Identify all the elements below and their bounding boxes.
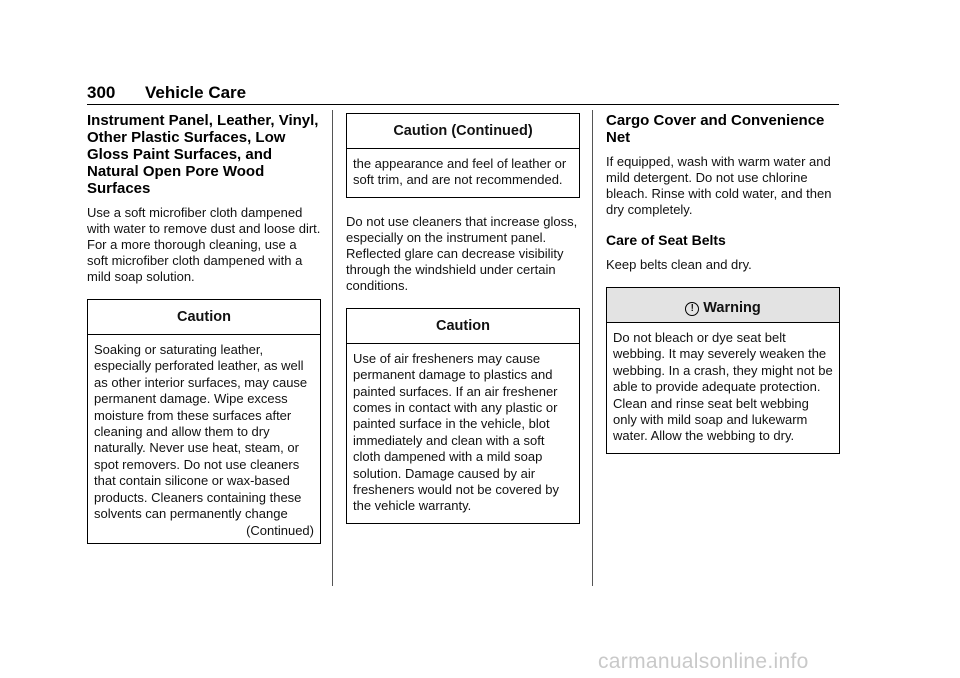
caution-text: Soaking or saturating leather, especially perforated leather, as well as other interior surfaces, may cause permanent damage. Wipe excess moisture from these surfaces after cleaning and allow them to dry naturally. Never use heat, steam, or spot removers. Do not use cleaners that contain silicone or wax-based products. Cleaners containing these solvents can permanently change <box>94 342 308 522</box>
cargo-cover-paragraph: If equipped, wash with warm water and mild detergent. Do not use chlorine bleach. Rinse with cold water, and then dry completely. <box>606 154 832 217</box>
gloss-cleaner-paragraph: Do not use cleaners that increase gloss, especially on the instrument panel. Reflected glare can decrease visibility through the windshield under certain conditions. <box>346 213 578 293</box>
caution-box-leather <box>87 299 321 544</box>
column-3 <box>606 112 840 470</box>
column-divider-1 <box>332 110 333 586</box>
column-2 <box>346 113 580 540</box>
warning-text: Do not bleach or dye seat belt webbing. It may severely weaken the webbing. In a crash, they might not be able to provide adequate protection. Clean and rinse seat belt webbing only with mild soap and lukewarm water. Allow the webbing to dry. <box>613 330 833 444</box>
warning-title: Warning <box>703 300 761 316</box>
caution-continued-box <box>346 113 580 198</box>
caution-continued-title: Caution (Continued) <box>347 114 579 149</box>
caution-continued-text: the appearance and feel of leather or soft trim, and are not recommended. <box>353 156 567 188</box>
section-heading-instrument-panel: Instrument Panel, Leather, Vinyl, Other Plastic Surfaces, Low Gloss Paint Surfaces, and Natural Open Pore Wood Surfaces <box>87 112 319 197</box>
watermark: carmanualsonline.info <box>598 650 809 673</box>
instrument-panel-paragraph: Use a soft microfiber cloth dampened with water to remove dust and loose dirt. For a more thorough cleaning, use a soft microfiber cloth dampened with a mild soap solution. <box>87 205 321 284</box>
caution-body <box>88 335 320 543</box>
section-title: Vehicle Care <box>145 83 247 102</box>
seat-belts-paragraph: Keep belts clean and dry. <box>606 257 752 272</box>
continued-label: (Continued) <box>246 523 314 539</box>
header-rule <box>87 104 839 105</box>
caution-box-air-fresheners <box>346 308 580 524</box>
column-1 <box>87 112 321 560</box>
section-heading-cargo-cover: Cargo Cover and Convenience Net <box>606 112 825 146</box>
section-heading-seat-belts: Care of Seat Belts <box>606 232 726 248</box>
column-divider-2 <box>592 110 593 586</box>
caution-title-2: Caution <box>347 309 579 344</box>
caution-title: Caution <box>88 300 320 335</box>
caution-text-2: Use of air fresheners may cause permanent damage to plastics and painted surfaces. If an air freshener comes in contact with any plastic or painted surface in the vehicle, blot immediately and clean with a soft cloth dampened with a mild soap solution. Damage caused by air fresheners would not be covered by the vehicle warranty. <box>353 350 559 514</box>
warning-header <box>607 288 839 323</box>
warning-box-seat-belts <box>606 287 840 454</box>
page-header <box>87 83 246 103</box>
page-number: 300 <box>87 83 116 102</box>
warning-circle-icon: ! <box>685 302 699 316</box>
